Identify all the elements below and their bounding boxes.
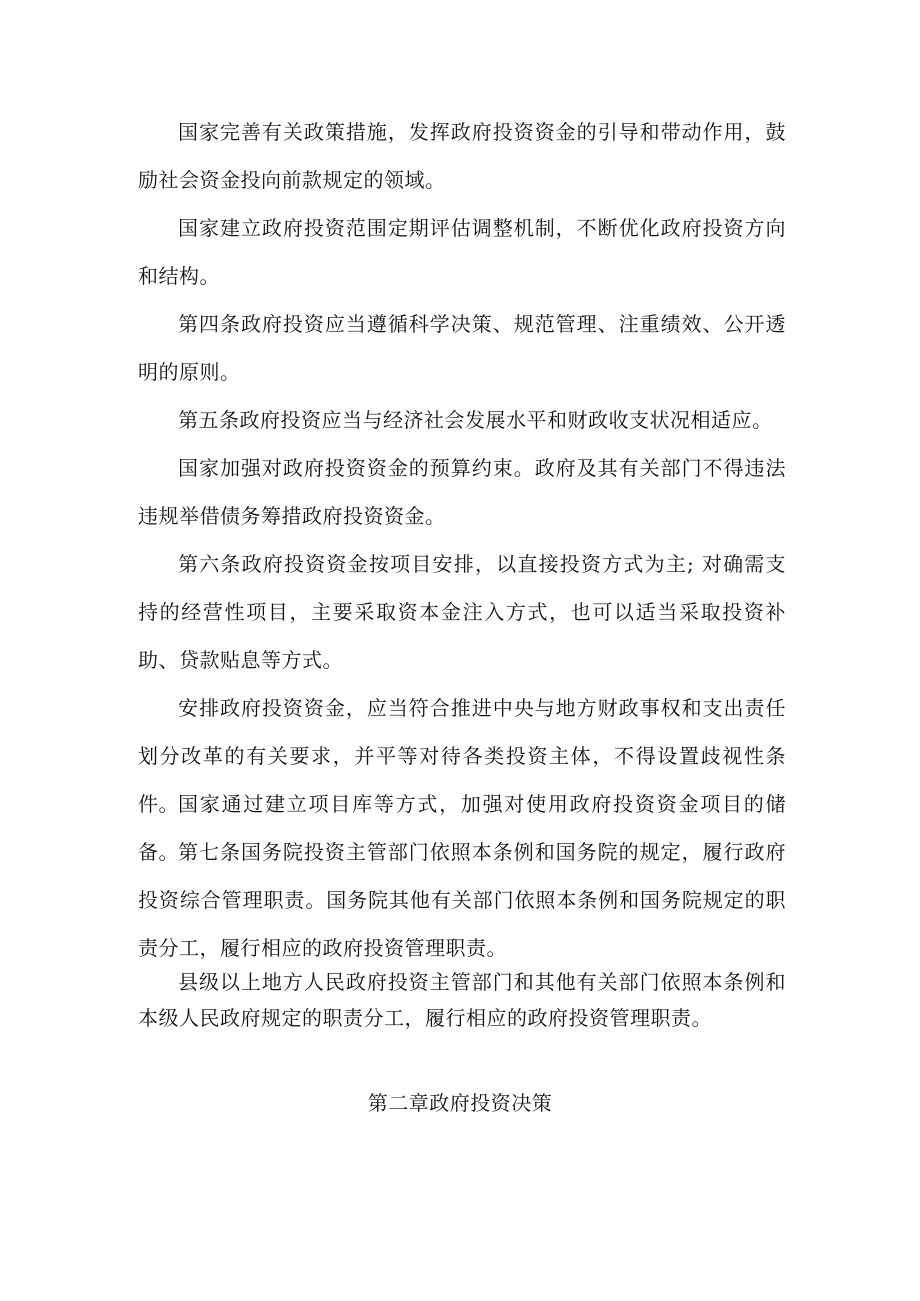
paragraph-2: 国家建立政府投资范围定期评估调整机制，不断优化政府投资方向和结构。: [138, 216, 786, 288]
paragraph-3: 第四条政府投资应当遵循科学决策、规范管理、注重绩效、公开透明的原则。: [138, 312, 786, 384]
chapter-heading: 第二章政府投资决策: [367, 1091, 553, 1115]
paragraph-9: 第七条国务院投资主管部门依照本条例和国务院的规定，履行政府投资综合管理职责。国务院其他有关部门依照本条例和国务院规定的职责分工，履行相应的政府投资管理职责。: [138, 840, 786, 960]
paragraph-5: 国家加强对政府投资资金的预算约束。政府及其有关部门不得违法违规举借债务筹措政府投资资金。: [138, 456, 786, 528]
paragraph-6: 第六条政府投资资金按项目安排，以直接投资方式为主; 对确需支持的经营性项目，主要采取资本金注入方式，也可以适当采取投资补助、贷款贴息等方式。: [138, 552, 786, 672]
paragraph-1: 国家完善有关政策措施，发挥政府投资资金的引导和带动作用，鼓励社会资金投向前款规定的领域。: [138, 120, 786, 192]
paragraph-4: 第五条政府投资应当与经济社会发展水平和财政收支状况相适应。: [178, 408, 773, 432]
paragraph-10: 县级以上地方人民政府投资主管部门和其他有关部门依照本条例和本级人民政府规定的职责分工，履行相应的政府投资管理职责。: [138, 970, 786, 1030]
paragraph-7: 安排政府投资资金，应当符合推进中央与地方财政事权和支出责任划分改革的有关要求，并平等对待各类投资主体，不得设置歧视性条件。: [138, 696, 786, 816]
paragraph-8: 国家通过建立项目库等方式，加强对使用政府投资资金项目的储备。: [138, 792, 786, 864]
